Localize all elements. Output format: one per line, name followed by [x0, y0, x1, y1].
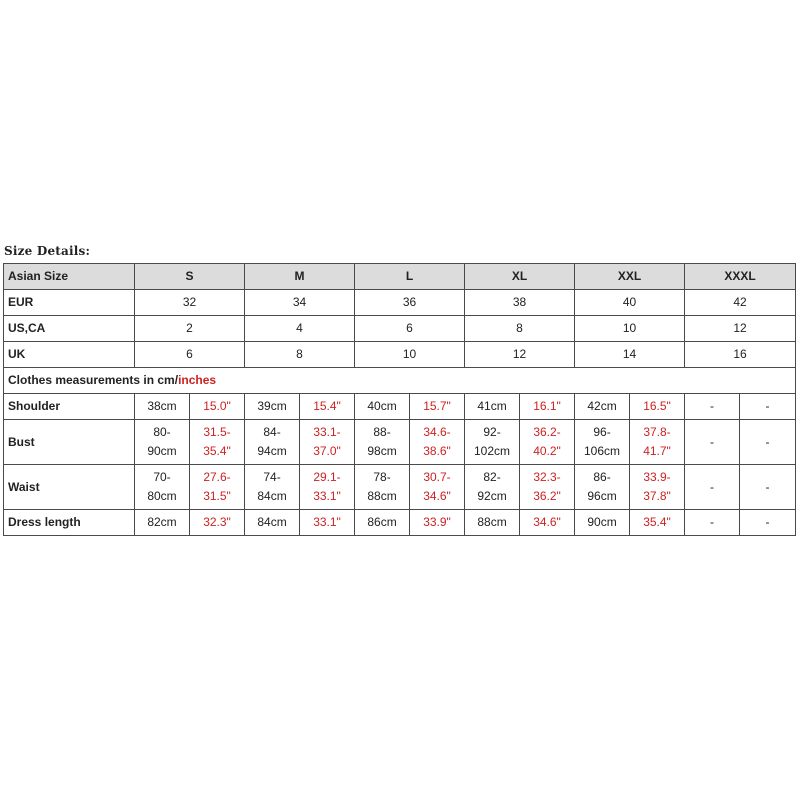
conversion-value: 34 [245, 290, 355, 316]
cm-value: 70- 80cm [135, 465, 190, 510]
conversion-value: 14 [575, 342, 685, 368]
inch-value: 35.4" [630, 510, 685, 536]
inch-value: - [740, 420, 796, 465]
cm-value: 84cm [245, 510, 300, 536]
conversion-value: 12 [685, 316, 796, 342]
conversion-value: 6 [355, 316, 465, 342]
cm-value: 96- 106cm [575, 420, 630, 465]
cm-value: 41cm [465, 394, 520, 420]
cm-value: 40cm [355, 394, 410, 420]
header-row [4, 264, 796, 290]
size-header-m: M [245, 264, 355, 290]
conversion-value: 8 [465, 316, 575, 342]
cm-value: 80- 90cm [135, 420, 190, 465]
inch-value: 31.5- 35.4" [190, 420, 245, 465]
conversion-value: 4 [245, 316, 355, 342]
size-header-xxl: XXL [575, 264, 685, 290]
cm-value: 38cm [135, 394, 190, 420]
inch-value: 34.6- 38.6" [410, 420, 465, 465]
inch-value: - [740, 510, 796, 536]
size-header-xl: XL [465, 264, 575, 290]
measurement-row [4, 420, 796, 465]
inch-value: 30.7- 34.6" [410, 465, 465, 510]
inch-value: 32.3- 36.2" [520, 465, 575, 510]
inch-value: 33.1" [300, 510, 355, 536]
conversion-row [4, 290, 796, 316]
conversion-value: 40 [575, 290, 685, 316]
conversion-value: 10 [575, 316, 685, 342]
inch-value: 33.1- 37.0" [300, 420, 355, 465]
inch-value: 16.1" [520, 394, 575, 420]
inch-value: 32.3" [190, 510, 245, 536]
row-label: EUR [4, 290, 135, 316]
cm-value: 88- 98cm [355, 420, 410, 465]
cm-value: 86cm [355, 510, 410, 536]
measurement-row [4, 394, 796, 420]
size-header-xxxl: XXXL [685, 264, 796, 290]
cm-value: - [685, 510, 740, 536]
inch-value: - [740, 394, 796, 420]
row-label: UK [4, 342, 135, 368]
size-table [3, 263, 796, 536]
section-row [4, 368, 796, 394]
conversion-row [4, 316, 796, 342]
row-label: Shoulder [4, 394, 135, 420]
header-label: Asian Size [4, 264, 135, 290]
inch-value: 37.8- 41.7" [630, 420, 685, 465]
inch-value: 33.9- 37.8" [630, 465, 685, 510]
inch-value: 16.5" [630, 394, 685, 420]
cm-value: 82cm [135, 510, 190, 536]
size-header-l: L [355, 264, 465, 290]
cm-value: 88cm [465, 510, 520, 536]
conversion-value: 36 [355, 290, 465, 316]
inch-value: 34.6" [520, 510, 575, 536]
cm-value: 78- 88cm [355, 465, 410, 510]
cm-value: 39cm [245, 394, 300, 420]
row-label: Dress length [4, 510, 135, 536]
inch-value: 36.2- 40.2" [520, 420, 575, 465]
cm-value: 90cm [575, 510, 630, 536]
measurement-row [4, 510, 796, 536]
inch-value: - [740, 465, 796, 510]
conversion-value: 2 [135, 316, 245, 342]
cm-value: - [685, 465, 740, 510]
size-header-s: S [135, 264, 245, 290]
inch-value: 15.0" [190, 394, 245, 420]
cm-value: - [685, 420, 740, 465]
inch-value: 33.9" [410, 510, 465, 536]
size-table-body [4, 264, 796, 536]
cm-value: 42cm [575, 394, 630, 420]
row-label: Bust [4, 420, 135, 465]
inch-value: 27.6- 31.5" [190, 465, 245, 510]
cm-value: 74- 84cm [245, 465, 300, 510]
inch-value: 29.1- 33.1" [300, 465, 355, 510]
cm-value: 84- 94cm [245, 420, 300, 465]
inch-value: 15.7" [410, 394, 465, 420]
cm-value: 82- 92cm [465, 465, 520, 510]
page-title: Size Details: [4, 244, 91, 258]
row-label: US,CA [4, 316, 135, 342]
conversion-value: 8 [245, 342, 355, 368]
cm-value: 92- 102cm [465, 420, 520, 465]
conversion-value: 38 [465, 290, 575, 316]
measurement-row [4, 465, 796, 510]
conversion-value: 6 [135, 342, 245, 368]
cm-value: 86- 96cm [575, 465, 630, 510]
conversion-value: 10 [355, 342, 465, 368]
conversion-value: 42 [685, 290, 796, 316]
section-heading: Clothes measurements in cm/inches [4, 368, 796, 394]
conversion-value: 32 [135, 290, 245, 316]
row-label: Waist [4, 465, 135, 510]
conversion-row [4, 342, 796, 368]
conversion-value: 16 [685, 342, 796, 368]
conversion-value: 12 [465, 342, 575, 368]
inches-word: inches [178, 373, 217, 387]
inch-value: 15.4" [300, 394, 355, 420]
cm-value: - [685, 394, 740, 420]
